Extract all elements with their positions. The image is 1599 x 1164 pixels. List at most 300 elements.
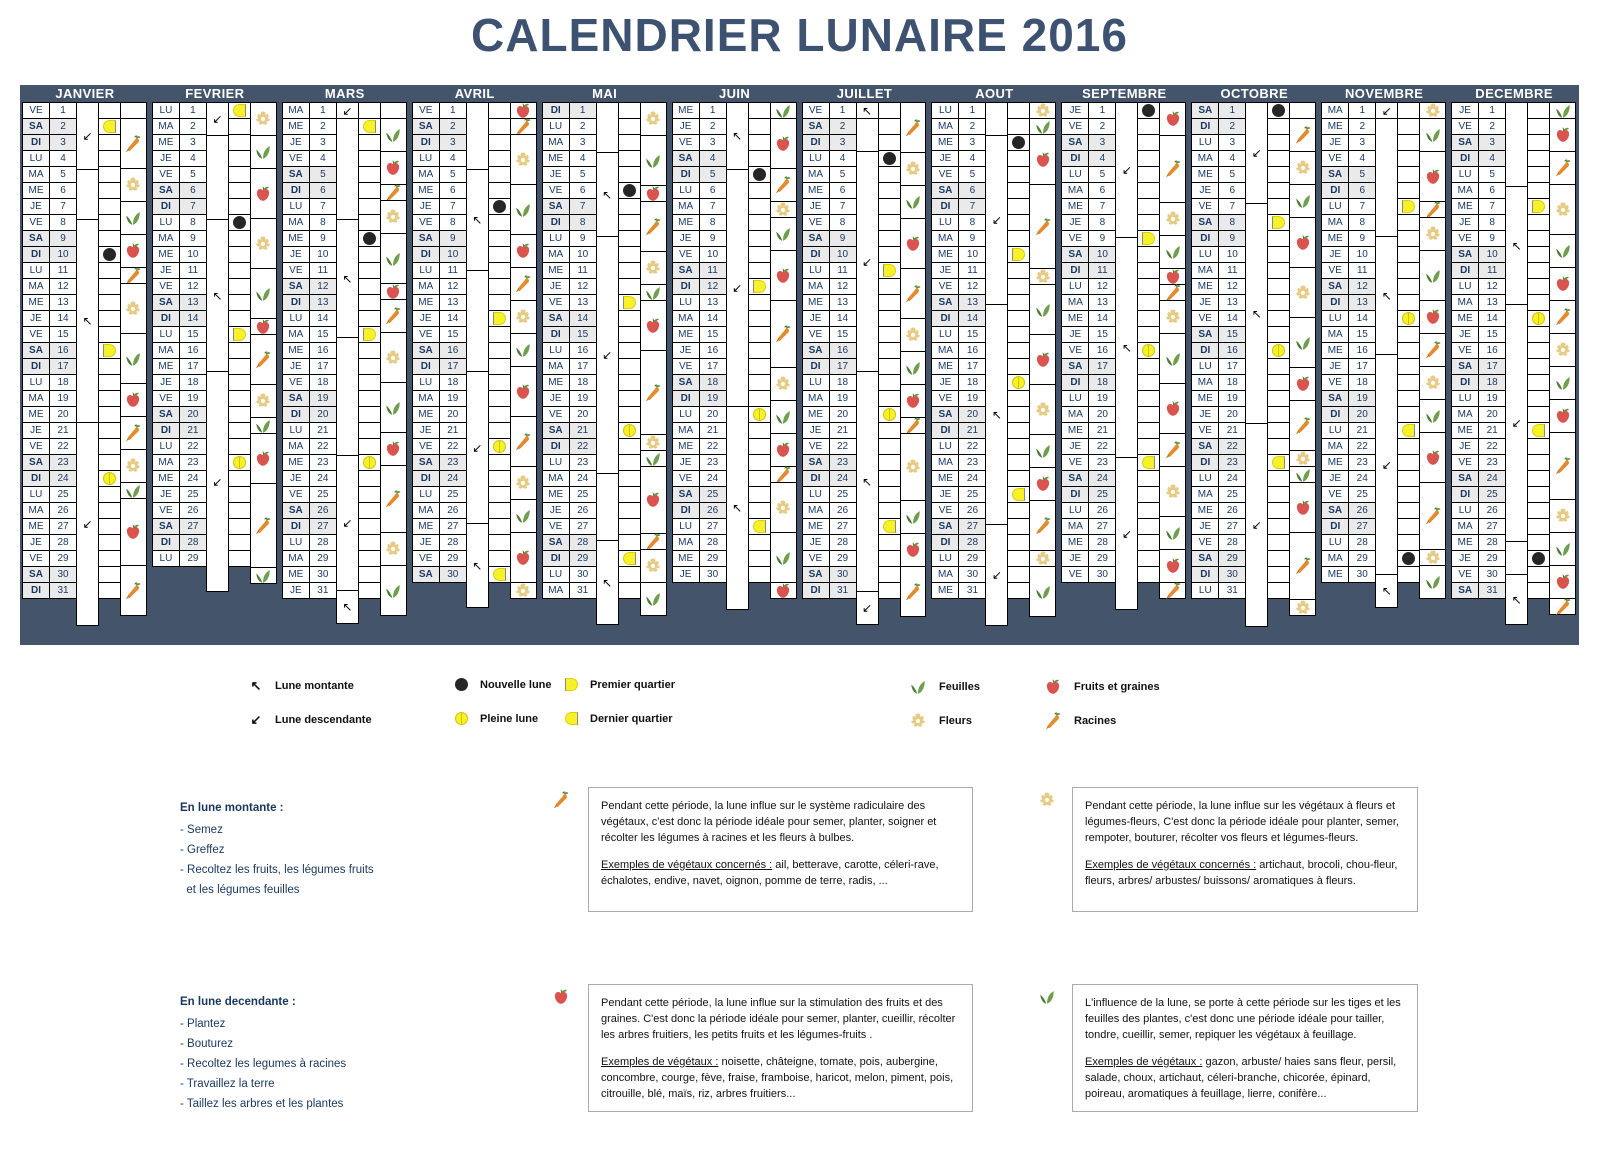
day-abbrev-cell: SA <box>412 566 440 583</box>
day-number-cell: 4 <box>1478 150 1506 167</box>
day-number-cell: 7 <box>1088 198 1116 215</box>
moon-phase-cell <box>878 390 901 407</box>
moon-phase-cell <box>358 566 381 583</box>
day-number-column <box>310 103 337 645</box>
day-abbrev-cell: DI <box>412 134 440 151</box>
moon-phase-cell <box>878 406 901 423</box>
day-number-cell: 2 <box>1218 118 1246 135</box>
day-abbrev-cell: LU <box>1321 310 1349 327</box>
apple-icon <box>640 466 667 534</box>
day-number-cell: 20 <box>1478 406 1506 423</box>
moon-phase-cell <box>488 294 511 311</box>
carrot-icon <box>1549 151 1576 185</box>
leaf-icon <box>1549 532 1576 566</box>
moon-phase-cell <box>878 566 901 583</box>
day-number-cell: 19 <box>829 390 857 407</box>
moon-phase-cell <box>358 422 381 439</box>
flower-icon <box>770 201 797 218</box>
leaf-icon <box>905 678 931 696</box>
day-abbrev-cell: ME <box>931 470 959 487</box>
day-number-cell: 2 <box>1088 118 1116 135</box>
day-abbrev-cell: MA <box>282 438 310 455</box>
moon-phase-cell <box>878 550 901 567</box>
day-abbrev-cell: JE <box>802 198 830 215</box>
flower-icon <box>900 318 927 352</box>
day-number-column <box>50 103 77 645</box>
day-number-cell: 21 <box>1218 422 1246 439</box>
day-number-cell: 16 <box>179 342 207 359</box>
moon-phase-cell <box>358 182 381 199</box>
day-abbrev-cell: DI <box>1451 486 1479 503</box>
arrow-down-icon <box>1245 423 1268 627</box>
moon-phase-cell <box>1527 518 1550 535</box>
day-number-cell: 10 <box>439 246 467 263</box>
day-abbrev-cell: VE <box>802 550 830 567</box>
moon-phase-cell <box>1527 486 1550 503</box>
moon-full-icon <box>493 440 506 453</box>
day-number-cell: 9 <box>1348 230 1376 247</box>
flower-icon <box>380 200 407 234</box>
day-abbrev-cell: JE <box>672 566 700 583</box>
arrow-down-icon <box>1505 304 1528 542</box>
day-abbrev-cell: LU <box>152 550 180 567</box>
moon-phase-cell <box>1527 582 1550 599</box>
day-number-cell: 20 <box>958 406 986 423</box>
moon-phase-cell <box>98 166 121 183</box>
apple-icon <box>1419 432 1446 483</box>
day-number-cell: 12 <box>179 278 207 295</box>
vegetal-type-column <box>1160 103 1186 645</box>
day-abbrev-cell: MA <box>152 342 180 359</box>
day-number-cell: 6 <box>1088 182 1116 199</box>
day-number-cell: 18 <box>829 374 857 391</box>
day-number-cell: 28 <box>1348 534 1376 551</box>
carrot-icon <box>510 118 537 135</box>
day-number-cell: 3 <box>1478 134 1506 151</box>
moon-phase-cell <box>228 134 251 151</box>
day-number-cell: 17 <box>829 358 857 375</box>
day-abbrev-cell: VE <box>22 326 50 343</box>
day-number-cell: 27 <box>958 518 986 535</box>
day-number-cell: 17 <box>309 358 337 375</box>
moon-phase-cell <box>1137 326 1160 343</box>
day-abbrev-cell: SA <box>22 118 50 135</box>
day-number-cell: 10 <box>179 246 207 263</box>
moon-phase-cell <box>1527 342 1550 359</box>
moon-phase-column <box>1008 103 1030 645</box>
day-number-cell: 24 <box>309 470 337 487</box>
day-abbrev-cell: JE <box>1451 326 1479 343</box>
moon-phase-cell <box>618 566 641 583</box>
day-number-cell: 3 <box>179 134 207 151</box>
day-abbrev-cell: DI <box>22 470 50 487</box>
carrot-icon <box>1289 532 1316 600</box>
flower-icon <box>640 549 667 583</box>
day-abbrev-cell: DI <box>282 406 310 423</box>
day-number-cell: 8 <box>309 214 337 231</box>
day-number-cell: 30 <box>569 566 597 583</box>
moon-phase-cell <box>1137 310 1160 327</box>
moon-direction-blank <box>1375 118 1398 237</box>
flower-icon <box>1419 366 1446 400</box>
day-number-cell: 26 <box>49 502 77 519</box>
flower-icon <box>1289 267 1316 318</box>
leaf-icon <box>1289 317 1316 368</box>
flower-icon <box>1289 450 1316 467</box>
moon-direction-column <box>1116 103 1138 645</box>
advice-line: - Taillez les arbres et les plantes <box>180 1098 344 1110</box>
day-abbrev-cell: VE <box>412 438 440 455</box>
day-number-cell: 27 <box>179 518 207 535</box>
day-number-cell: 15 <box>569 326 597 343</box>
day-abbrev-cell: LU <box>931 214 959 231</box>
day-number-cell: 25 <box>829 486 857 503</box>
leaf-icon <box>770 102 797 119</box>
leaf-icon <box>640 450 667 467</box>
apple-icon <box>1040 678 1066 696</box>
day-abbrev-cell: SA <box>931 406 959 423</box>
day-number-cell: 9 <box>699 230 727 247</box>
leaf-icon <box>1029 284 1056 335</box>
moon-phase-cell <box>98 310 121 327</box>
day-number-cell: 16 <box>569 342 597 359</box>
carrot-icon <box>120 118 147 169</box>
day-abbrev-cell: MA <box>282 326 310 343</box>
vegetal-type-column <box>1290 103 1316 645</box>
flower-icon <box>380 532 407 566</box>
legend-item-label: Feuilles <box>939 681 980 693</box>
apple-icon <box>1289 367 1316 401</box>
day-abbrev-cell: ME <box>152 134 180 151</box>
moon-phase-cell <box>618 118 641 135</box>
moon-phase-cell <box>1267 214 1290 231</box>
moon-full-icon <box>1142 344 1155 357</box>
moon-phase-cell <box>1007 502 1030 519</box>
day-abbrev-cell: MA <box>412 166 440 183</box>
carrot-icon <box>640 350 667 435</box>
day-number-cell: 1 <box>1348 102 1376 119</box>
moon-phase-cell <box>1267 390 1290 407</box>
day-abbrev-cell: ME <box>1191 390 1219 407</box>
day-number-cell: 4 <box>309 150 337 167</box>
moon-phase-cell <box>358 214 381 231</box>
day-number-cell: 7 <box>439 198 467 215</box>
day-abbrev-cell: VE <box>1321 374 1349 391</box>
day-abbrev-cell: SA <box>282 166 310 183</box>
moon-phase-cell <box>1267 150 1290 167</box>
arrow-up-icon <box>76 219 99 423</box>
day-abbrev-cell: ME <box>802 182 830 199</box>
carrot-icon <box>1159 284 1186 301</box>
day-number-cell: 4 <box>829 150 857 167</box>
day-abbrev-cell: JE <box>542 278 570 295</box>
flower-icon <box>510 582 537 599</box>
day-number-cell: 29 <box>179 550 207 567</box>
apple-icon <box>1159 383 1186 434</box>
day-number-cell: 30 <box>1088 566 1116 583</box>
moon-phase-cell <box>1007 438 1030 455</box>
moon-last-icon <box>103 120 116 133</box>
day-abbrev-cell: ME <box>1321 342 1349 359</box>
day-abbrev-cell: SA <box>1321 166 1349 183</box>
moon-phase-cell <box>1137 278 1160 295</box>
moon-phase-cell <box>878 166 901 183</box>
arrow-down-icon <box>985 524 1008 626</box>
day-number-cell: 2 <box>179 118 207 135</box>
day-abbrev-cell: DI <box>802 134 830 151</box>
moon-first-icon <box>623 296 636 309</box>
advice-line: - Plantez <box>180 1018 226 1030</box>
moon-phase-cell <box>618 454 641 471</box>
apple-icon <box>900 218 927 269</box>
day-number-cell: 23 <box>309 454 337 471</box>
day-number-cell: 8 <box>1348 214 1376 231</box>
day-number-cell: 12 <box>309 278 337 295</box>
day-number-cell: 3 <box>439 134 467 151</box>
month-title: FEVRIER <box>185 86 245 101</box>
day-number-cell: 30 <box>1348 566 1376 583</box>
leaf-icon <box>1289 466 1316 483</box>
flower-icon <box>1549 333 1576 367</box>
moon-phase-cell <box>1267 518 1290 535</box>
flower-icon <box>1029 268 1056 285</box>
moon-phase-cell <box>618 150 641 167</box>
carrot-icon <box>1549 300 1576 334</box>
leaf-icon <box>250 567 277 584</box>
vegetal-blank <box>1289 102 1316 119</box>
moon-phase-cell <box>748 422 771 439</box>
day-number-cell: 13 <box>958 294 986 311</box>
carrot-icon <box>1040 712 1066 730</box>
day-number-cell: 4 <box>1348 150 1376 167</box>
flower-icon <box>1419 102 1446 119</box>
day-number-cell: 26 <box>699 502 727 519</box>
day-number-cell: 29 <box>829 550 857 567</box>
moon-last-icon <box>363 120 376 133</box>
day-abbrev-cell: LU <box>802 262 830 279</box>
apple-icon <box>380 283 407 300</box>
day-number-cell: 17 <box>439 358 467 375</box>
moon-phase-cell <box>878 134 901 151</box>
day-abbrev-cell: ME <box>1321 566 1349 583</box>
day-abbrev-cell: JE <box>542 502 570 519</box>
moon-phase-cell <box>228 470 251 487</box>
day-abbrev-cell: VE <box>1061 342 1089 359</box>
carrot-icon <box>380 184 407 201</box>
day-number-cell: 6 <box>958 182 986 199</box>
day-abbrev-cell: MA <box>542 246 570 263</box>
leaf-icon <box>380 118 407 152</box>
day-abbrev-cell: VE <box>672 134 700 151</box>
day-abbrev-cell: SA <box>802 566 830 583</box>
moon-first-icon <box>883 264 896 277</box>
day-abbrev-cell: DI <box>22 246 50 263</box>
legend-item-moon-new <box>450 678 552 691</box>
moon-phase-cell <box>1007 118 1030 135</box>
moon-phase-cell <box>98 246 121 263</box>
day-number-cell: 24 <box>1348 470 1376 487</box>
day-number-cell: 23 <box>49 454 77 471</box>
moon-phase-cell <box>748 262 771 279</box>
moon-phase-column <box>879 103 901 645</box>
day-number-cell: 2 <box>569 118 597 135</box>
day-number-cell: 23 <box>439 454 467 471</box>
moon-phase-column <box>99 103 121 645</box>
day-number-cell: 3 <box>309 134 337 151</box>
day-number-cell: 11 <box>958 262 986 279</box>
day-abbrev-cell: JE <box>1191 518 1219 535</box>
apple-icon <box>640 300 667 351</box>
moon-phase-cell <box>228 454 251 471</box>
day-number-cell: 6 <box>829 182 857 199</box>
moon-direction-column <box>1246 103 1268 645</box>
day-number-cell: 4 <box>1218 150 1246 167</box>
moon-phase-column <box>1268 103 1290 645</box>
day-number-cell: 16 <box>309 342 337 359</box>
moon-phase-cell <box>1397 214 1420 231</box>
day-abbrev-cell: SA <box>282 390 310 407</box>
day-abbrev-cell: VE <box>931 166 959 183</box>
moon-phase-cell <box>618 166 641 183</box>
moon-phase-cell <box>228 294 251 311</box>
day-abbrev-cell: LU <box>1061 166 1089 183</box>
moon-phase-cell <box>1137 502 1160 519</box>
day-abbrev-cell: SA <box>412 342 440 359</box>
day-number-cell: 23 <box>829 454 857 471</box>
moon-last-icon <box>565 712 578 725</box>
leaf-icon <box>1029 566 1056 617</box>
legend <box>20 668 1579 768</box>
day-abbrev-cell: ME <box>282 342 310 359</box>
day-number-column <box>1089 103 1116 645</box>
day-number-cell: 8 <box>49 214 77 231</box>
moon-full-icon <box>233 456 246 469</box>
month-title: JANVIER <box>55 86 115 101</box>
day-number-cell: 28 <box>309 534 337 551</box>
moon-phase-cell <box>1137 246 1160 263</box>
moon-first-icon <box>103 344 116 357</box>
day-abbrev-cell: ME <box>1321 454 1349 471</box>
day-abbrev-cell: VE <box>282 374 310 391</box>
day-number-cell: 14 <box>958 310 986 327</box>
day-number-cell: 13 <box>309 294 337 311</box>
day-number-cell: 6 <box>309 182 337 199</box>
moon-phase-cell <box>618 102 641 119</box>
vegetal-blank <box>120 102 147 119</box>
day-abbrev-cell: JE <box>672 118 700 135</box>
moon-direction-column <box>1376 103 1398 645</box>
day-abbrev-cell: MA <box>1191 262 1219 279</box>
day-number-cell: 30 <box>1478 566 1506 583</box>
day-number-column <box>959 103 986 645</box>
carrot-icon <box>120 565 147 616</box>
moon-new-icon <box>450 678 472 691</box>
apple-icon <box>1289 217 1316 268</box>
moon-phase-cell <box>98 422 121 439</box>
day-abbrev-cell: LU <box>1451 502 1479 519</box>
day-number-cell: 19 <box>699 390 727 407</box>
day-abbrev-cell: VE <box>542 406 570 423</box>
moon-phase-cell <box>748 438 771 455</box>
day-number-cell: 20 <box>699 406 727 423</box>
day-abbrev-cell: VE <box>802 438 830 455</box>
moon-phase-cell <box>618 374 641 391</box>
day-number-cell: 13 <box>1218 294 1246 311</box>
day-number-cell: 3 <box>1218 134 1246 151</box>
moon-phase-cell <box>1137 118 1160 135</box>
moon-direction-blank <box>336 337 359 456</box>
day-number-cell: 19 <box>179 390 207 407</box>
day-abbrev-cell: SA <box>152 182 180 199</box>
moon-phase-cell <box>358 310 381 327</box>
arrow-up-icon <box>1245 203 1268 424</box>
moon-phase-cell <box>1397 550 1420 567</box>
moon-phase-cell <box>1007 102 1030 119</box>
day-abbrev-cell: SA <box>1191 438 1219 455</box>
info-root-para2 <box>601 857 960 889</box>
moon-phase-cell <box>98 230 121 247</box>
advice-descendante-lines <box>180 1014 440 1114</box>
day-abbrev-cell: LU <box>542 342 570 359</box>
moon-phase-cell <box>618 198 641 215</box>
moon-phase-cell <box>228 342 251 359</box>
apple-icon <box>770 250 797 301</box>
day-number-cell: 19 <box>1218 390 1246 407</box>
day-number-cell: 7 <box>958 198 986 215</box>
day-number-cell: 18 <box>1088 374 1116 391</box>
moon-phase-cell <box>748 342 771 359</box>
day-number-cell: 13 <box>179 294 207 311</box>
day-abbrev-cell: LU <box>282 198 310 215</box>
moon-phase-cell <box>1137 198 1160 215</box>
day-number-cell: 21 <box>958 422 986 439</box>
day-abbrev-cell: JE <box>412 310 440 327</box>
day-abbrev-cell: LU <box>152 326 180 343</box>
day-number-cell: 9 <box>309 230 337 247</box>
day-abbrev-cell: JE <box>672 342 700 359</box>
day-number-cell: 18 <box>179 374 207 391</box>
day-abbrev-cell: SA <box>22 566 50 583</box>
moon-phase-cell <box>1397 534 1420 551</box>
moon-phase-cell <box>1527 502 1550 519</box>
day-abbrev-cell: MA <box>672 534 700 551</box>
month-column-septembre <box>1062 85 1186 645</box>
moon-full-icon <box>1402 312 1415 325</box>
arrow-up-icon <box>1375 236 1398 355</box>
moon-phase-cell <box>748 214 771 231</box>
day-number-cell: 23 <box>569 454 597 471</box>
day-abbrev-cell: LU <box>22 486 50 503</box>
info-leaf-para1: L'influence de la lune, se porte à cette période sur les tiges et les feuilles des plantes, c'est donc une période idéale pour tailler, tondre, cueillir, semer, repiquer les végétaux à feuillage. <box>1085 997 1401 1041</box>
day-abbrev-cell: DI <box>931 534 959 551</box>
moon-phase-cell <box>618 294 641 311</box>
moon-phase-cell <box>748 518 771 535</box>
advice-line: - Travaillez la terre <box>180 1078 275 1090</box>
day-number-cell: 14 <box>1478 310 1506 327</box>
moon-phase-cell <box>878 422 901 439</box>
day-number-column <box>570 103 597 645</box>
moon-phase-cell <box>98 454 121 471</box>
day-abbrev-cell: ME <box>931 134 959 151</box>
legend-item-arrow-up <box>245 678 354 694</box>
moon-phase-cell <box>1007 134 1030 151</box>
month-column-janvier <box>23 85 147 645</box>
moon-phase-cell <box>748 550 771 567</box>
day-number-cell: 18 <box>309 374 337 391</box>
legend-item-flower <box>905 712 972 730</box>
moon-full-icon <box>1532 312 1545 325</box>
moon-phase-cell <box>1527 550 1550 567</box>
